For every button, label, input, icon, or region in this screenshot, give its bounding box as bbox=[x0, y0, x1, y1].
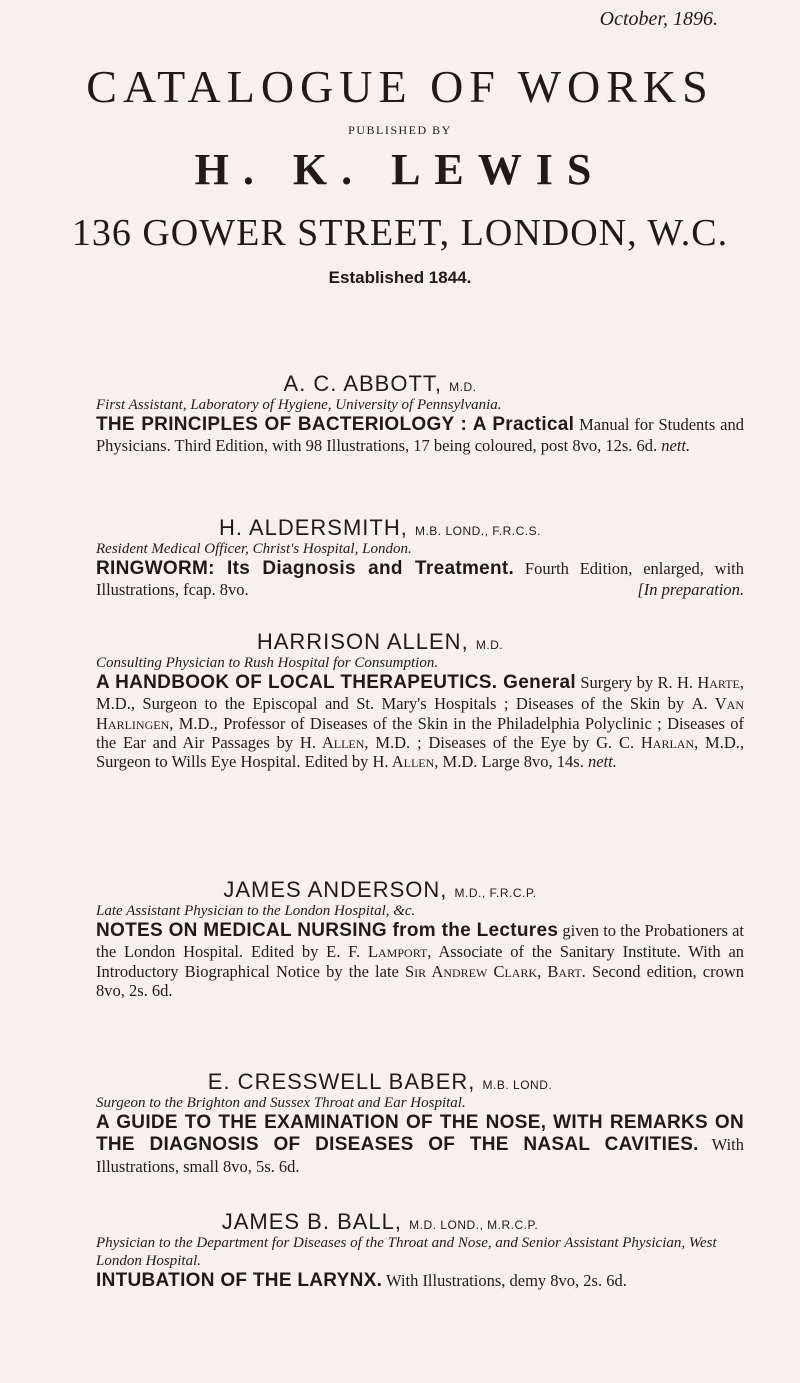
established-line: Established 1844. bbox=[328, 268, 472, 287]
work-title: INTUBATION OF THE LARYNX. bbox=[96, 1270, 383, 1292]
price-note: nett. bbox=[661, 436, 691, 456]
author-name bbox=[16, 1210, 744, 1234]
author-label: JAMES ANDERSON, bbox=[223, 877, 448, 902]
author-name bbox=[16, 516, 744, 540]
author-degrees: M.D. LOND., M.R.C.P. bbox=[409, 1218, 539, 1232]
publisher-address: 136 GOWER STREET, LONDON, W.C. bbox=[71, 212, 729, 254]
work-description: M.D. ; Diseases of the Eye by bbox=[375, 733, 590, 752]
entry-body bbox=[96, 672, 744, 771]
entry-ball bbox=[96, 1210, 744, 1292]
author-label: H. ALDERSMITH, bbox=[219, 515, 408, 540]
contributor-name: Sir Andrew Clark, Bart. bbox=[405, 961, 586, 981]
author-label: HARRISON ALLEN, bbox=[256, 629, 469, 654]
work-description: M.D., Surgeon to the Episcopal and St. Mary's Hospitals ; Diseases of the Skin by bbox=[96, 694, 685, 714]
entry-baber bbox=[96, 1070, 744, 1176]
work-title: NOTES ON MEDICAL NURSING from the Lectures bbox=[96, 920, 559, 942]
entry-aldersmith bbox=[96, 516, 744, 600]
author-position: Physician to the Department for Diseases of the Throat and Nose, and Senior Assistant Physician, West London Hospital. bbox=[96, 1235, 717, 1270]
editor-name: H. Allen, bbox=[372, 752, 439, 772]
entry-allen bbox=[96, 630, 744, 772]
author-position: Consulting Physician to Rush Hospital for Consumption. bbox=[96, 655, 439, 672]
contributor-name: A. Van Harlingen, bbox=[96, 694, 744, 733]
editor-name: E. F. Lamport, bbox=[326, 942, 432, 962]
author-name bbox=[16, 372, 744, 396]
author-degrees: M.D. bbox=[449, 380, 477, 394]
author-degrees: M.D., F.R.C.P. bbox=[454, 886, 537, 900]
entry-body bbox=[96, 414, 744, 456]
price-note: nett. bbox=[587, 752, 617, 772]
entry-anderson bbox=[96, 878, 744, 1000]
work-description: M.D., Surgeon to Wills Eye Hospital. Edited by bbox=[96, 733, 745, 772]
work-title: A HANDBOOK OF LOCAL THERAPEUTICS. General bbox=[96, 672, 576, 694]
work-description: With Illustrations, demy 8vo, 2s. 6d. bbox=[385, 1271, 627, 1291]
catalogue-date: October, 1896. bbox=[599, 8, 718, 30]
author-label: E. CRESSWELL BABER, bbox=[207, 1069, 476, 1094]
published-by-label: PUBLISHED BY bbox=[348, 123, 452, 137]
work-description: Manual for Students and Physicians. Third Edition, with 98 Illustrations, 17 being coloured, post 8vo, 12s. 6d. bbox=[96, 415, 744, 456]
entry-body bbox=[96, 1270, 744, 1292]
contributor-name: R. H. Harte, bbox=[657, 673, 744, 693]
work-description: given to the Probationers at the London Hospital. Edited by bbox=[96, 921, 745, 962]
author-position: Resident Medical Officer, Christ's Hospital, London. bbox=[96, 541, 412, 558]
work-description: With Illustrations, small 8vo, 5s. 6d. bbox=[96, 1135, 744, 1176]
work-description: M.D. Large 8vo, 14s. bbox=[442, 752, 584, 772]
catalogue-title: CATALOGUE OF WORKS bbox=[86, 61, 714, 112]
author-position: First Assistant, Laboratory of Hygiene, University of Pennsylvania. bbox=[96, 397, 502, 414]
work-title: A GUIDE TO THE EXAMINATION OF THE NOSE, WITH REMARKS ON THE DIAGNOSIS OF DISEASES OF THE NASAL CAVITIES. bbox=[96, 1112, 744, 1156]
entry-body bbox=[96, 558, 744, 600]
contributor-name: H. Allen, bbox=[299, 733, 369, 752]
entry-body bbox=[96, 1112, 744, 1176]
work-description: Associate of the Sanitary Institute. With an Introductory Biographical Notice by the late bbox=[96, 942, 745, 981]
preparation-note: [In preparation. bbox=[637, 580, 744, 600]
author-name bbox=[16, 630, 744, 654]
author-position: Late Assistant Physician to the London Hospital, &c. bbox=[96, 903, 416, 920]
publisher-name: H. K. LEWIS bbox=[194, 145, 606, 194]
author-degrees: M.B. LOND. bbox=[482, 1078, 553, 1092]
work-description: Second edition, crown 8vo, 2s. 6d. bbox=[96, 961, 744, 1000]
work-description: Surgery by bbox=[580, 673, 654, 693]
author-degrees: M.D. bbox=[475, 638, 504, 652]
work-description: M.D., Professor of Diseases of the Skin in the Philadelphia Polyclinic ; Diseases of the Ear and Air Passages by bbox=[96, 713, 744, 752]
entry-abbott bbox=[96, 372, 744, 456]
author-name bbox=[16, 878, 744, 902]
author-label: A. C. ABBOTT, bbox=[283, 371, 442, 396]
author-position: Surgeon to the Brighton and Sussex Throat and Ear Hospital. bbox=[96, 1095, 466, 1112]
work-title: RINGWORM: Its Diagnosis and Treatment. bbox=[96, 558, 515, 580]
author-degrees: M.B. LOND., F.R.C.S. bbox=[414, 524, 541, 538]
contributor-name: G. C. Harlan, bbox=[596, 733, 699, 752]
author-name bbox=[16, 1070, 744, 1094]
entry-body bbox=[96, 920, 744, 1000]
author-label: JAMES B. BALL, bbox=[221, 1209, 403, 1234]
work-title: THE PRINCIPLES OF BACTERIOLOGY : A Practical bbox=[96, 414, 575, 436]
work-description: Fourth Edition, enlarged, with Illustrations, fcap. 8vo. bbox=[96, 559, 744, 600]
